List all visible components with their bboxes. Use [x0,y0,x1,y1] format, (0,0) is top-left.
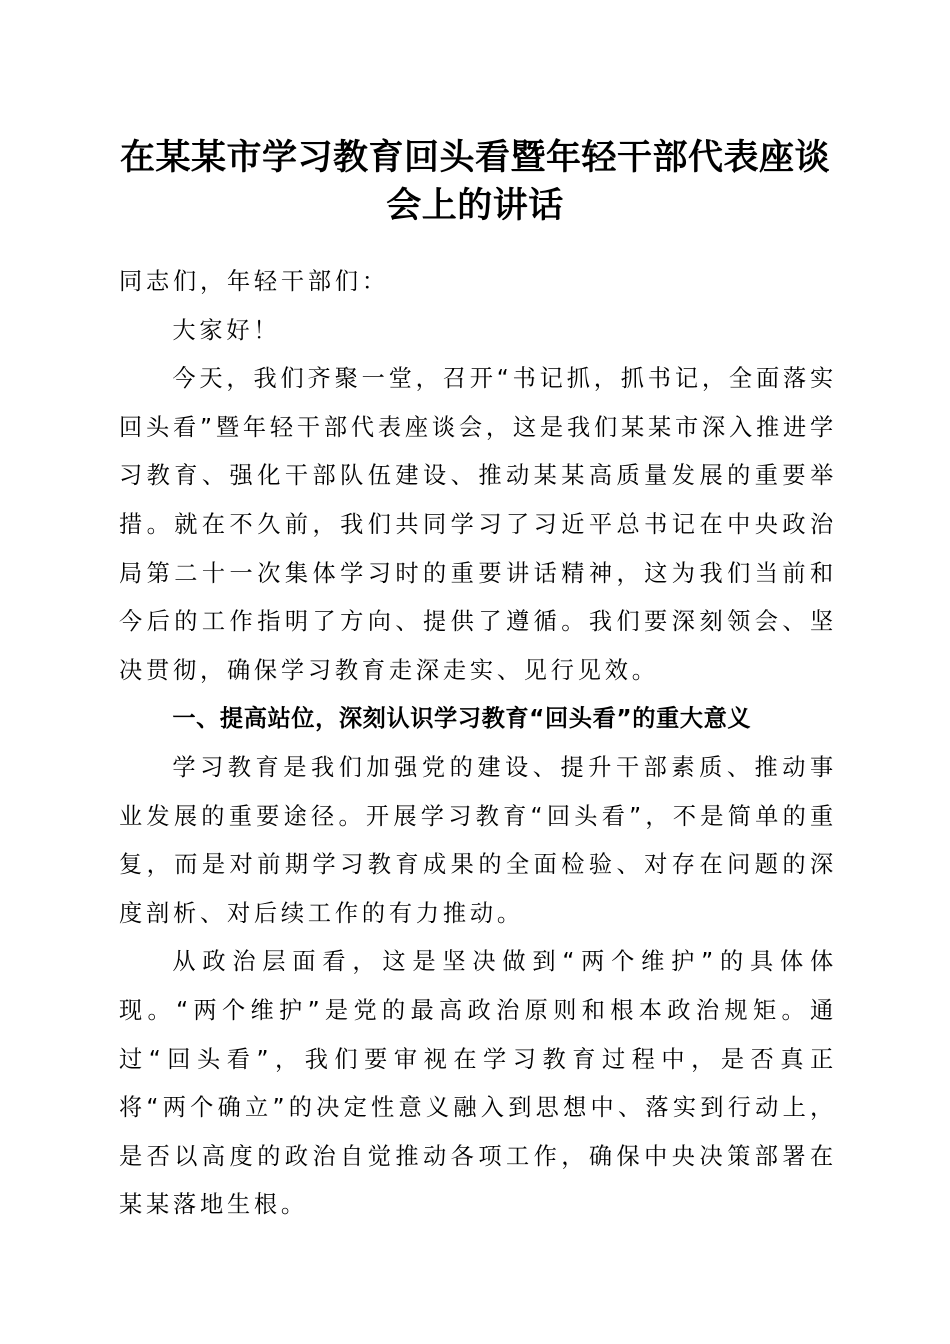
intro-paragraph: 今天，我们齐聚一堂，召开“书记抓，抓书记，全面落实回头看”暨年轻干部代表座谈会，这是我们某某市深入推进学习教育、强化干部队伍建设、推动某某高质量发展的重要举措。就在不久前，我们共同学习了习近平总书记在中央政治局第二十一次集体学习时的重要讲话精神，这为我们当前和今后的工作指明了方向、提供了遵循。我们要深刻领会、坚决贯彻，确保学习教育走深走实、见行见效。 [119,365,837,684]
greeting: 大家好！ [172,316,281,344]
section-heading-1: 一、提高站位，深刻认识学习教育“回头看”的重大意义 [172,705,752,733]
section-1-paragraph-1: 学习教育是我们加强党的建设、提升干部素质、推动事业发展的重要途径。开展学习教育“回头看”，不是简单的重复，而是对前期学习教育成果的全面检验、对存在问题的深度剖析、对后续工作的有力推动。 [119,753,837,927]
salutation: 同志们，年轻干部们： [119,268,389,295]
section-1-paragraph-2: 从政治层面看，这是坚决做到“两个维护”的具体体现。“两个维护”是党的最高政治原则和根本政治规矩。通过“回头看”，我们要审视在学习教育过程中，是否真正将“两个确立”的决定性意义融入到思想中、落实到行动上，是否以高度的政治自觉推动各项工作，确保中央决策部署在某某落地生根。 [119,948,837,1219]
document-body [119,258,837,1230]
document-title: 在某某市学习教育回头看暨年轻干部代表座谈会上的讲话 [119,137,830,226]
